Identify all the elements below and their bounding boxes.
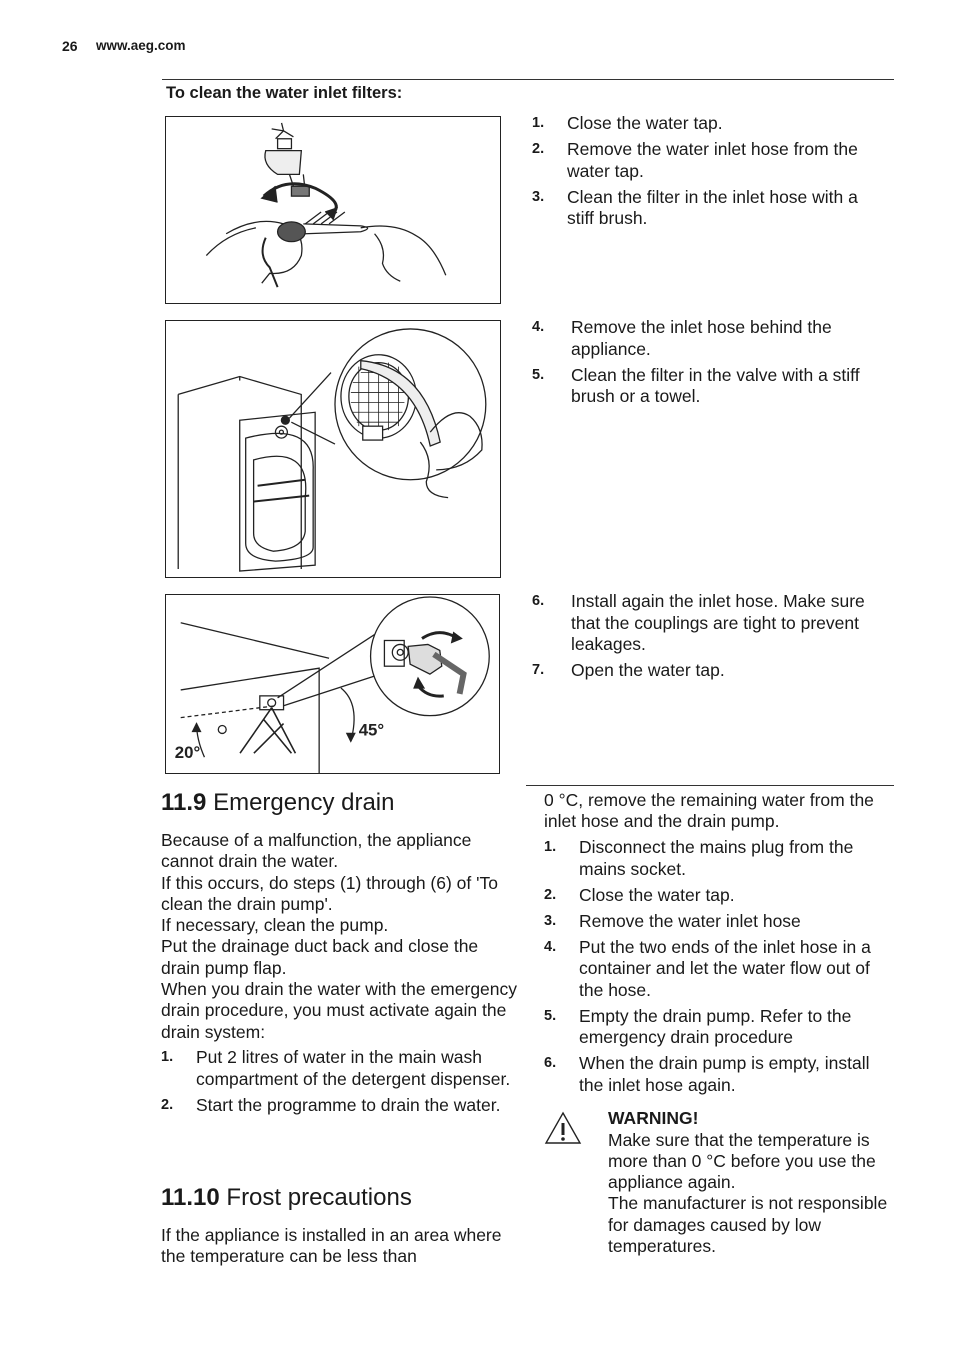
warning-block	[608, 1108, 898, 1257]
emergency-drain-text: Because of a malfunction, the appliance cannot drain the water. If this occurs, do steps (1) through (6) of 'To clean the drain pump'. If necessary, clean the pump. Put the drainage duct back and close the drain pump flap. When you drain the water with the emergency drain procedure, you must activate again the drain system:	[161, 830, 518, 1042]
page-number: 26	[62, 38, 78, 54]
frost-steps	[544, 837, 894, 1101]
list-item: 3. Clean the filter in the inlet hose with a stiff brush.	[532, 186, 858, 228]
list-item: 3. Remove the water inlet hose	[544, 910, 801, 931]
section-title-emergency-drain: 11.9 Emergency drain	[161, 789, 395, 816]
list-item: 4. Remove the inlet hose behind the appliance.	[532, 317, 832, 359]
list-item: 1. Disconnect the mains plug from the mains socket.	[544, 837, 854, 879]
warning-line: The manufacturer is not responsible for damages caused by low temperatures.	[608, 1193, 888, 1256]
figure-valve-filter	[165, 320, 501, 578]
section-title-frost-precautions: 11.10 Frost precautions	[161, 1184, 412, 1211]
figure-tap-hose-brush	[165, 116, 501, 304]
list-item: 6. When the drain pump is empty, install the inlet hose again.	[544, 1053, 870, 1095]
list-item: 6. Install again the inlet hose. Make sure that the couplings are tight to prevent leakages.	[532, 591, 865, 654]
list-item: 1. Close the water tap.	[532, 113, 723, 133]
frost-intro-continued: 0 °C, remove the remaining water from the inlet hose and the drain pump.	[544, 790, 874, 832]
list-item: 2. Remove the water inlet hose from the water tap.	[532, 139, 858, 181]
warning-icon	[544, 1110, 582, 1146]
header-url[interactable]: www.aeg.com	[96, 38, 186, 53]
figure-hose-coupling	[165, 594, 500, 774]
angle-label-20: 20°	[174, 743, 201, 763]
list-item: 2. Start the programme to drain the water.	[161, 1094, 501, 1115]
filters-steps-group3	[532, 591, 888, 686]
warning-line: Make sure that the temperature is more than 0 °C before you use the appliance again.	[608, 1129, 876, 1193]
filters-title: To clean the water inlet filters:	[166, 84, 403, 102]
emergency-drain-steps	[161, 1047, 521, 1121]
frost-intro: If the appliance is installed in an area where the temperature can be less than	[161, 1225, 502, 1267]
warning-title: WARNING!	[608, 1108, 699, 1128]
filters-steps-group2	[532, 317, 888, 412]
list-item: 7. Open the water tap.	[532, 660, 725, 680]
angle-label-45: 45°	[358, 720, 385, 740]
list-item: 4. Put the two ends of the inlet hose in a container and let the water flow out of the hose.	[544, 936, 871, 1000]
list-item: 5. Clean the filter in the valve with a stiff brush or a towel.	[532, 364, 860, 406]
top-rule	[162, 79, 894, 80]
list-item: 5. Empty the drain pump. Refer to the emergency drain procedure	[544, 1005, 852, 1047]
section-rule	[526, 785, 894, 786]
list-item: 2. Close the water tap.	[544, 884, 735, 905]
list-item: 1. Put 2 litres of water in the main wash compartment of the detergent dispenser.	[161, 1047, 511, 1089]
filters-steps-group1	[532, 113, 888, 234]
